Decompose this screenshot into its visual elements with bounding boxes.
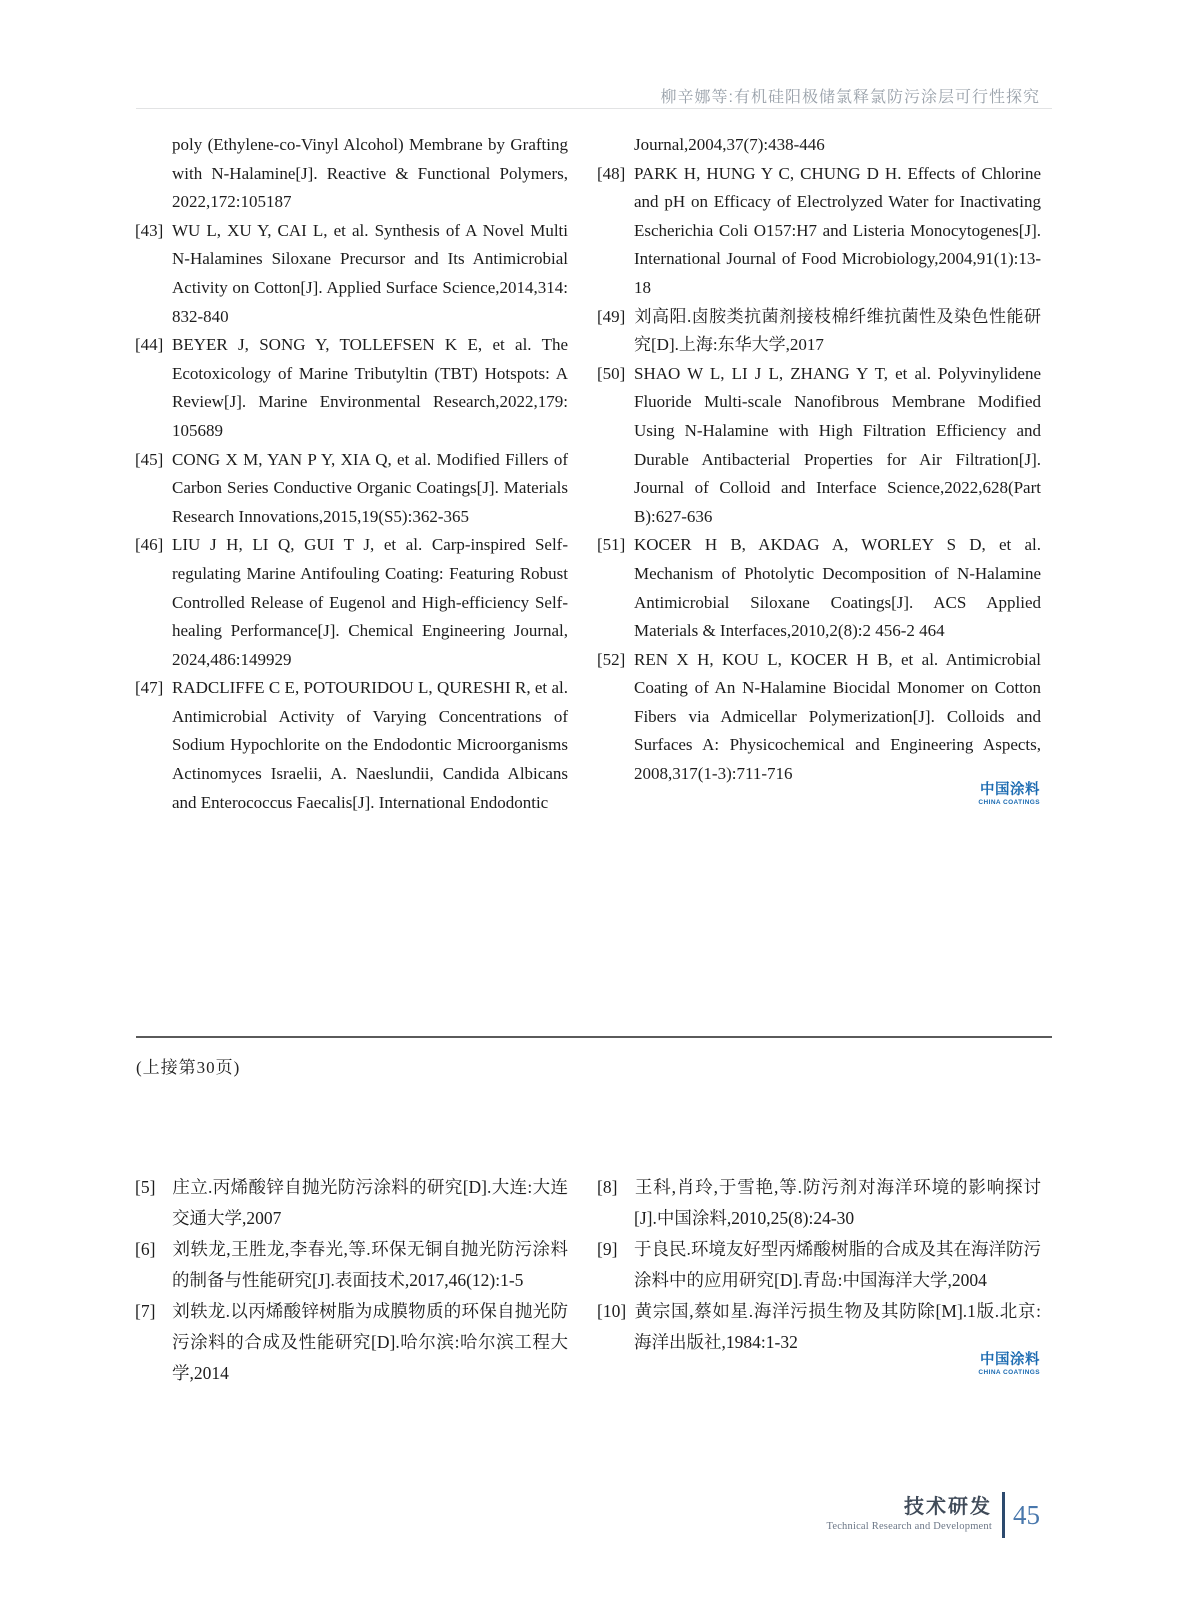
- reference-number: [49]: [597, 306, 626, 326]
- footer-section-zh: 技术研发: [904, 1496, 992, 1519]
- page-footer: [826, 1492, 1040, 1538]
- reference-text: PARK H, HUNG Y C, CHUNG D H. Effects of Chlorine and pH on Efficacy of Electrolyzed Water for Inactivating Escherichia Coli O157:H7 and Listeria Monocytogenes[J]. International Journal of Food Microbiology,2004,91(1):13-18: [634, 163, 1041, 297]
- reference-number: [48]: [597, 163, 626, 183]
- reference-item: [597, 646, 1041, 789]
- reference-item: [135, 131, 568, 217]
- china-coatings-logo: [978, 783, 1040, 806]
- reference-number: [9]: [597, 1239, 618, 1259]
- reference-text: LIU J H, LI Q, GUI T J, et al. Carp-inspired Self-regulating Marine Antifouling Coating: Featuring Robust Controlled Release of Eugenol and High-efficiency Self-healing Performance[J]. Chemical Engineering Journal, 2024,486:149929: [172, 535, 568, 669]
- reference-number: [8]: [597, 1177, 618, 1197]
- reference-item: [597, 360, 1041, 532]
- references-section-top: [135, 131, 1041, 817]
- reference-number: [43]: [135, 220, 164, 240]
- references-bottom-right-column: [597, 1172, 1041, 1389]
- china-coatings-logo-zh: 中国涂料: [980, 1352, 1040, 1368]
- reference-item: [135, 446, 568, 532]
- reference-text: RADCLIFFE C E, POTOURIDOU L, QURESHI R, et al. Antimicrobial Activity of Varying Concentrations of Sodium Hypochlorite on the Endodontic Microorganisms Actinomyces Israelii, A. Naeslundii, Candida Albicans and Enterococcus Faecalis[J]. International Endodontic: [172, 678, 568, 812]
- reference-text: 于良民.环境友好型丙烯酸树脂的合成及其在海洋防污涂料中的应用研究[D].青岛:中国海洋大学,2004: [634, 1239, 1041, 1290]
- reference-number: [5]: [135, 1177, 156, 1197]
- reference-item: [135, 1172, 568, 1234]
- china-coatings-logo-zh: 中国涂料: [980, 782, 1040, 798]
- reference-number: [7]: [135, 1301, 156, 1321]
- reference-item: [597, 303, 1041, 360]
- reference-text: SHAO W L, LI J L, ZHANG Y T, et al. Polyvinylidene Fluoride Multi-scale Nanofibrous Membrane Modified Using N-Halamine with High Filtration Efficiency and Durable Antibacterial Properties for Air Filtration[J]. Journal of Colloid and Interface Science,2022,628(Part B):627-636: [634, 363, 1041, 526]
- page-number: 45: [1013, 1499, 1040, 1530]
- reference-text: WU L, XU Y, CAI L, et al. Synthesis of A Novel Multi N-Halamines Siloxane Precursor and Its Antimicrobial Activity on Cotton[J]. Applied Surface Science,2014,314: 832-840: [172, 220, 568, 326]
- reference-item: [135, 217, 568, 331]
- reference-text: KOCER H B, AKDAG A, WORLEY S D, et al. Mechanism of Photolytic Decomposition of N-Halamine Antimicrobial Siloxane Coatings[J]. ACS Applied Materials & Interfaces,2010,2(8):2 456-2 464: [634, 535, 1041, 641]
- reference-number: [6]: [135, 1239, 156, 1259]
- china-coatings-logo: [978, 1353, 1040, 1376]
- reference-text: 黄宗国,蔡如星.海洋污损生物及其防除[M].1版.北京:海洋出版社,1984:1-32: [634, 1301, 1041, 1352]
- footer-divider-bar: [1002, 1492, 1005, 1538]
- china-coatings-logo-en: CHINA COATINGS: [978, 798, 1040, 806]
- reference-number: [47]: [135, 678, 164, 698]
- reference-item: [597, 131, 1041, 160]
- reference-item: [135, 1234, 568, 1296]
- reference-item: [135, 531, 568, 674]
- reference-number: [50]: [597, 363, 626, 383]
- reference-number: [51]: [597, 535, 626, 555]
- reference-number: [46]: [135, 535, 164, 555]
- references-top-right-column: [597, 131, 1041, 817]
- reference-text: CONG X M, YAN P Y, XIA Q, et al. Modified Fillers of Carbon Series Conductive Organic Coatings[J]. Materials Research Innovations,2015,19(S5):362-365: [172, 449, 568, 526]
- reference-number: [10]: [597, 1301, 627, 1321]
- footer-section-en: Technical Research and Development: [826, 1521, 992, 1533]
- reference-item: [597, 1234, 1041, 1296]
- footer-section-name: [826, 1497, 992, 1533]
- reference-text: 王科,肖玲,于雪艳,等.防污剂对海洋环境的影响探讨[J].中国涂料,2010,25(8):24-30: [634, 1177, 1041, 1228]
- reference-item: [135, 1296, 568, 1389]
- header-rule: [136, 108, 1052, 109]
- reference-item: [597, 1172, 1041, 1234]
- reference-number: [44]: [135, 335, 164, 355]
- reference-item: [597, 1296, 1041, 1358]
- reference-text: 庄立.丙烯酸锌自抛光防污涂料的研究[D].大连:大连交通大学,2007: [172, 1177, 568, 1228]
- references-bottom-left-column: [135, 1172, 568, 1389]
- china-coatings-logo-en: CHINA COATINGS: [978, 1368, 1040, 1376]
- reference-text: Journal,2004,37(7):438-446: [634, 135, 825, 154]
- section-divider-rule: [136, 1036, 1052, 1038]
- reference-text: 刘轶龙.以丙烯酸锌树脂为成膜物质的环保自抛光防污涂料的合成及性能研究[D].哈尔滨:哈尔滨工程大学,2014: [172, 1301, 568, 1383]
- references-section-continued: [135, 1172, 1041, 1389]
- references-top-left-column: [135, 131, 568, 817]
- running-header-title: 柳辛娜等:有机硅阳极储氯释氯防污涂层可行性探究: [660, 89, 1040, 106]
- reference-item: [597, 160, 1041, 303]
- reference-number: [52]: [597, 649, 626, 669]
- reference-text: 刘轶龙,王胜龙,李春光,等.环保无铜自抛光防污涂料的制备与性能研究[J].表面技术,2017,46(12):1-5: [172, 1239, 568, 1290]
- reference-text: 刘高阳.卤胺类抗菌剂接枝棉纤维抗菌性及染色性能研究[D].上海:东华大学,2017: [634, 306, 1041, 355]
- reference-item: [597, 531, 1041, 645]
- continued-from-note: (上接第30页): [136, 1058, 241, 1077]
- reference-text: REN X H, KOU L, KOCER H B, et al. Antimicrobial Coating of An N-Halamine Biocidal Monomer on Cotton Fibers via Admicellar Polymerization[J]. Colloids and Surfaces A: Physicochemical and Engineering Aspects, 2008,317(1-3):711-716: [634, 649, 1041, 784]
- reference-item: [135, 674, 568, 817]
- reference-text: BEYER J, SONG Y, TOLLEFSEN K E, et al. The Ecotoxicology of Marine Tributyltin (TBT) Hotspots: A Review[J]. Marine Environmental Research,2022,179: 105689: [172, 335, 568, 440]
- reference-number: [45]: [135, 449, 164, 469]
- reference-text: poly (Ethylene-co-Vinyl Alcohol) Membrane by Grafting with N-Halamine[J]. Reactive & Functional Polymers, 2022,172:105187: [172, 135, 568, 212]
- reference-item: [135, 331, 568, 445]
